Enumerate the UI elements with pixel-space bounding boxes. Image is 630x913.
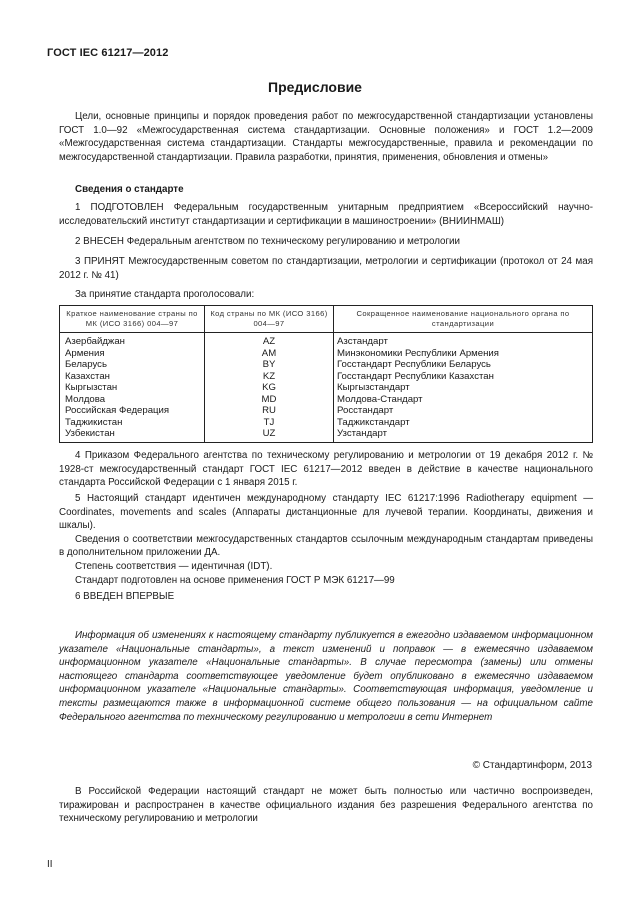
country-cell: Армения bbox=[60, 348, 205, 360]
vote-label bbox=[59, 288, 593, 302]
item-2 bbox=[59, 235, 593, 249]
national-body-cell: Госстандарт Республики Беларусь bbox=[334, 359, 593, 371]
item-1 bbox=[59, 201, 593, 228]
item-4 bbox=[59, 449, 593, 490]
code-cell: RU bbox=[205, 405, 334, 417]
country-cell: Молдова bbox=[60, 394, 205, 406]
country-cell: Узбекистан bbox=[60, 428, 205, 442]
table-row bbox=[60, 333, 593, 348]
national-body-cell: Госстандарт Республики Казахстан bbox=[334, 371, 593, 383]
page-number: II bbox=[47, 859, 53, 870]
changes-info: Информация об изменениях к настоящему стандарту публикуется в ежегодно издаваемом информационном указателе «Национальные стандарты», а текст изменений и поправок — в ежемесячно издаваемом информационном указателе «Национальные стандарты». В случае пересмотра (замены) или отмены настоящего стандарта соответствующее уведомление будет опубликовано в ежемесячно издаваемом информационном указателе «Национальные стандарты». Соответствующая информация, уведомление и тексты размещаются также в информационной системе общего пользования — на официальном сайте Федерального агентства по техническому регулированию и метрологии в сети Интернет bbox=[59, 630, 593, 723]
intro-section bbox=[59, 110, 593, 164]
item-3-text: 3 ПРИНЯТ Межгосударственным советом по стандартизации, метрологии и сертификации (протокол от 24 мая 2012 г. № 41) bbox=[59, 256, 593, 281]
header-national-body: Сокращенное наименование национального органа по стандартизации bbox=[334, 306, 593, 333]
national-body-cell: Кыргызстандарт bbox=[334, 382, 593, 394]
header-country: Краткое наименование страны по МК (ИСО 3166) 004—97 bbox=[60, 306, 205, 333]
info-section bbox=[59, 183, 593, 197]
country-cell: Таджикистан bbox=[60, 417, 205, 429]
item-5-references: Сведения о соответствии межгосударственных стандартов ссылочным международным стандартам приведены в дополнительном приложении ДА. bbox=[59, 533, 593, 559]
document-id: ГОСТ IEC 61217—2012 bbox=[47, 47, 169, 59]
code-cell: TJ bbox=[205, 417, 334, 429]
table-row bbox=[60, 394, 593, 406]
item-2-text: 2 ВНЕСЕН Федеральным агентством по техническому регулированию и метрологии bbox=[75, 236, 461, 247]
item-5-text: 5 Настоящий стандарт идентичен международному стандарту IEC 61217:1996 Radiotherapy equipment — Coordinates, movements and scales (Аппараты дистанционные для лучевой терапии. Координаты, движения и шкалы). bbox=[59, 493, 593, 532]
table-row bbox=[60, 348, 593, 360]
national-body-cell: Молдова-Стандарт bbox=[334, 394, 593, 406]
item-6-text: 6 ВВЕДЕН ВПЕРВЫЕ bbox=[75, 591, 175, 602]
code-cell: KZ bbox=[205, 371, 334, 383]
country-cell: Казахстан bbox=[60, 371, 205, 383]
table-row bbox=[60, 428, 593, 442]
country-cell: Беларусь bbox=[60, 359, 205, 371]
national-body-cell: Азстандарт bbox=[334, 333, 593, 348]
country-cell: Азербайджан bbox=[60, 333, 205, 348]
code-cell: KG bbox=[205, 382, 334, 394]
code-cell: AZ bbox=[205, 333, 334, 348]
item-5-degree: Степень соответствия — идентичная (IDT). bbox=[75, 560, 273, 572]
table-body bbox=[60, 333, 593, 443]
code-cell: BY bbox=[205, 359, 334, 371]
intro-paragraph: Цели, основные принципы и порядок проведения работ по межгосударственной стандартизации установлены ГОСТ 1.0—92 «Межгосударственная система стандартизации. Основные положения» и ГОСТ 1.2—2009 «Межгосударственная система стандартизации. Стандарты межгосударственные, правила и рекомендации по межгосударственной стандартизации. Правила разработки, принятия, применения, обновления и отмены» bbox=[59, 111, 593, 163]
national-body-cell: Таджикстандарт bbox=[334, 417, 593, 429]
code-cell: UZ bbox=[205, 428, 334, 442]
page-title: Предисловие bbox=[268, 79, 362, 95]
national-body-cell: Росстандарт bbox=[334, 405, 593, 417]
table-row bbox=[60, 382, 593, 394]
table-row bbox=[60, 359, 593, 371]
code-cell: MD bbox=[205, 394, 334, 406]
item-4-text: 4 Приказом Федерального агентства по техническому регулированию и метрологии от 19 декабря 2012 г. № 1928-ст межгосударственный стандарт ГОСТ IEC 61217—2012 введен в действие в качестве национального стандарта Российской Федерации с 1 января 2015 г. bbox=[59, 450, 593, 489]
item-5-basis: Стандарт подготовлен на основе применения ГОСТ Р МЭК 61217—99 bbox=[75, 574, 395, 586]
info-heading: Сведения о стандарте bbox=[75, 184, 184, 195]
national-body-cell: Минэкономики Республики Армения bbox=[334, 348, 593, 360]
table-row bbox=[60, 405, 593, 417]
item-1-text: 1 ПОДГОТОВЛЕН Федеральным государственным унитарным предприятием «Всероссийский научно-исследовательский институт стандартизации и сертификации в машиностроении» (ВНИИНМАШ) bbox=[59, 202, 593, 227]
country-cell: Российская Федерация bbox=[60, 405, 205, 417]
item-6 bbox=[59, 590, 593, 604]
table-row bbox=[60, 371, 593, 383]
voting-table bbox=[59, 305, 593, 443]
country-cell: Кыргызстан bbox=[60, 382, 205, 394]
table-header-row bbox=[60, 306, 593, 333]
item-3 bbox=[59, 255, 593, 282]
table-row bbox=[60, 417, 593, 429]
vote-label-text: За принятие стандарта проголосовали: bbox=[75, 289, 255, 300]
item-5 bbox=[59, 492, 593, 587]
copyright: © Стандартинформ, 2013 bbox=[472, 760, 592, 771]
national-body-cell: Узстандарт bbox=[334, 428, 593, 442]
reproduction-notice: В Российской Федерации настоящий стандарт не может быть полностью или частично воспроизведен, тиражирован и распространен в качестве официального издания без разрешения Федерального агентства по техническому регулированию и метрологии bbox=[59, 786, 593, 825]
code-cell: AM bbox=[205, 348, 334, 360]
header-code: Код страны по МК (ИСО 3166) 004—97 bbox=[205, 306, 334, 333]
